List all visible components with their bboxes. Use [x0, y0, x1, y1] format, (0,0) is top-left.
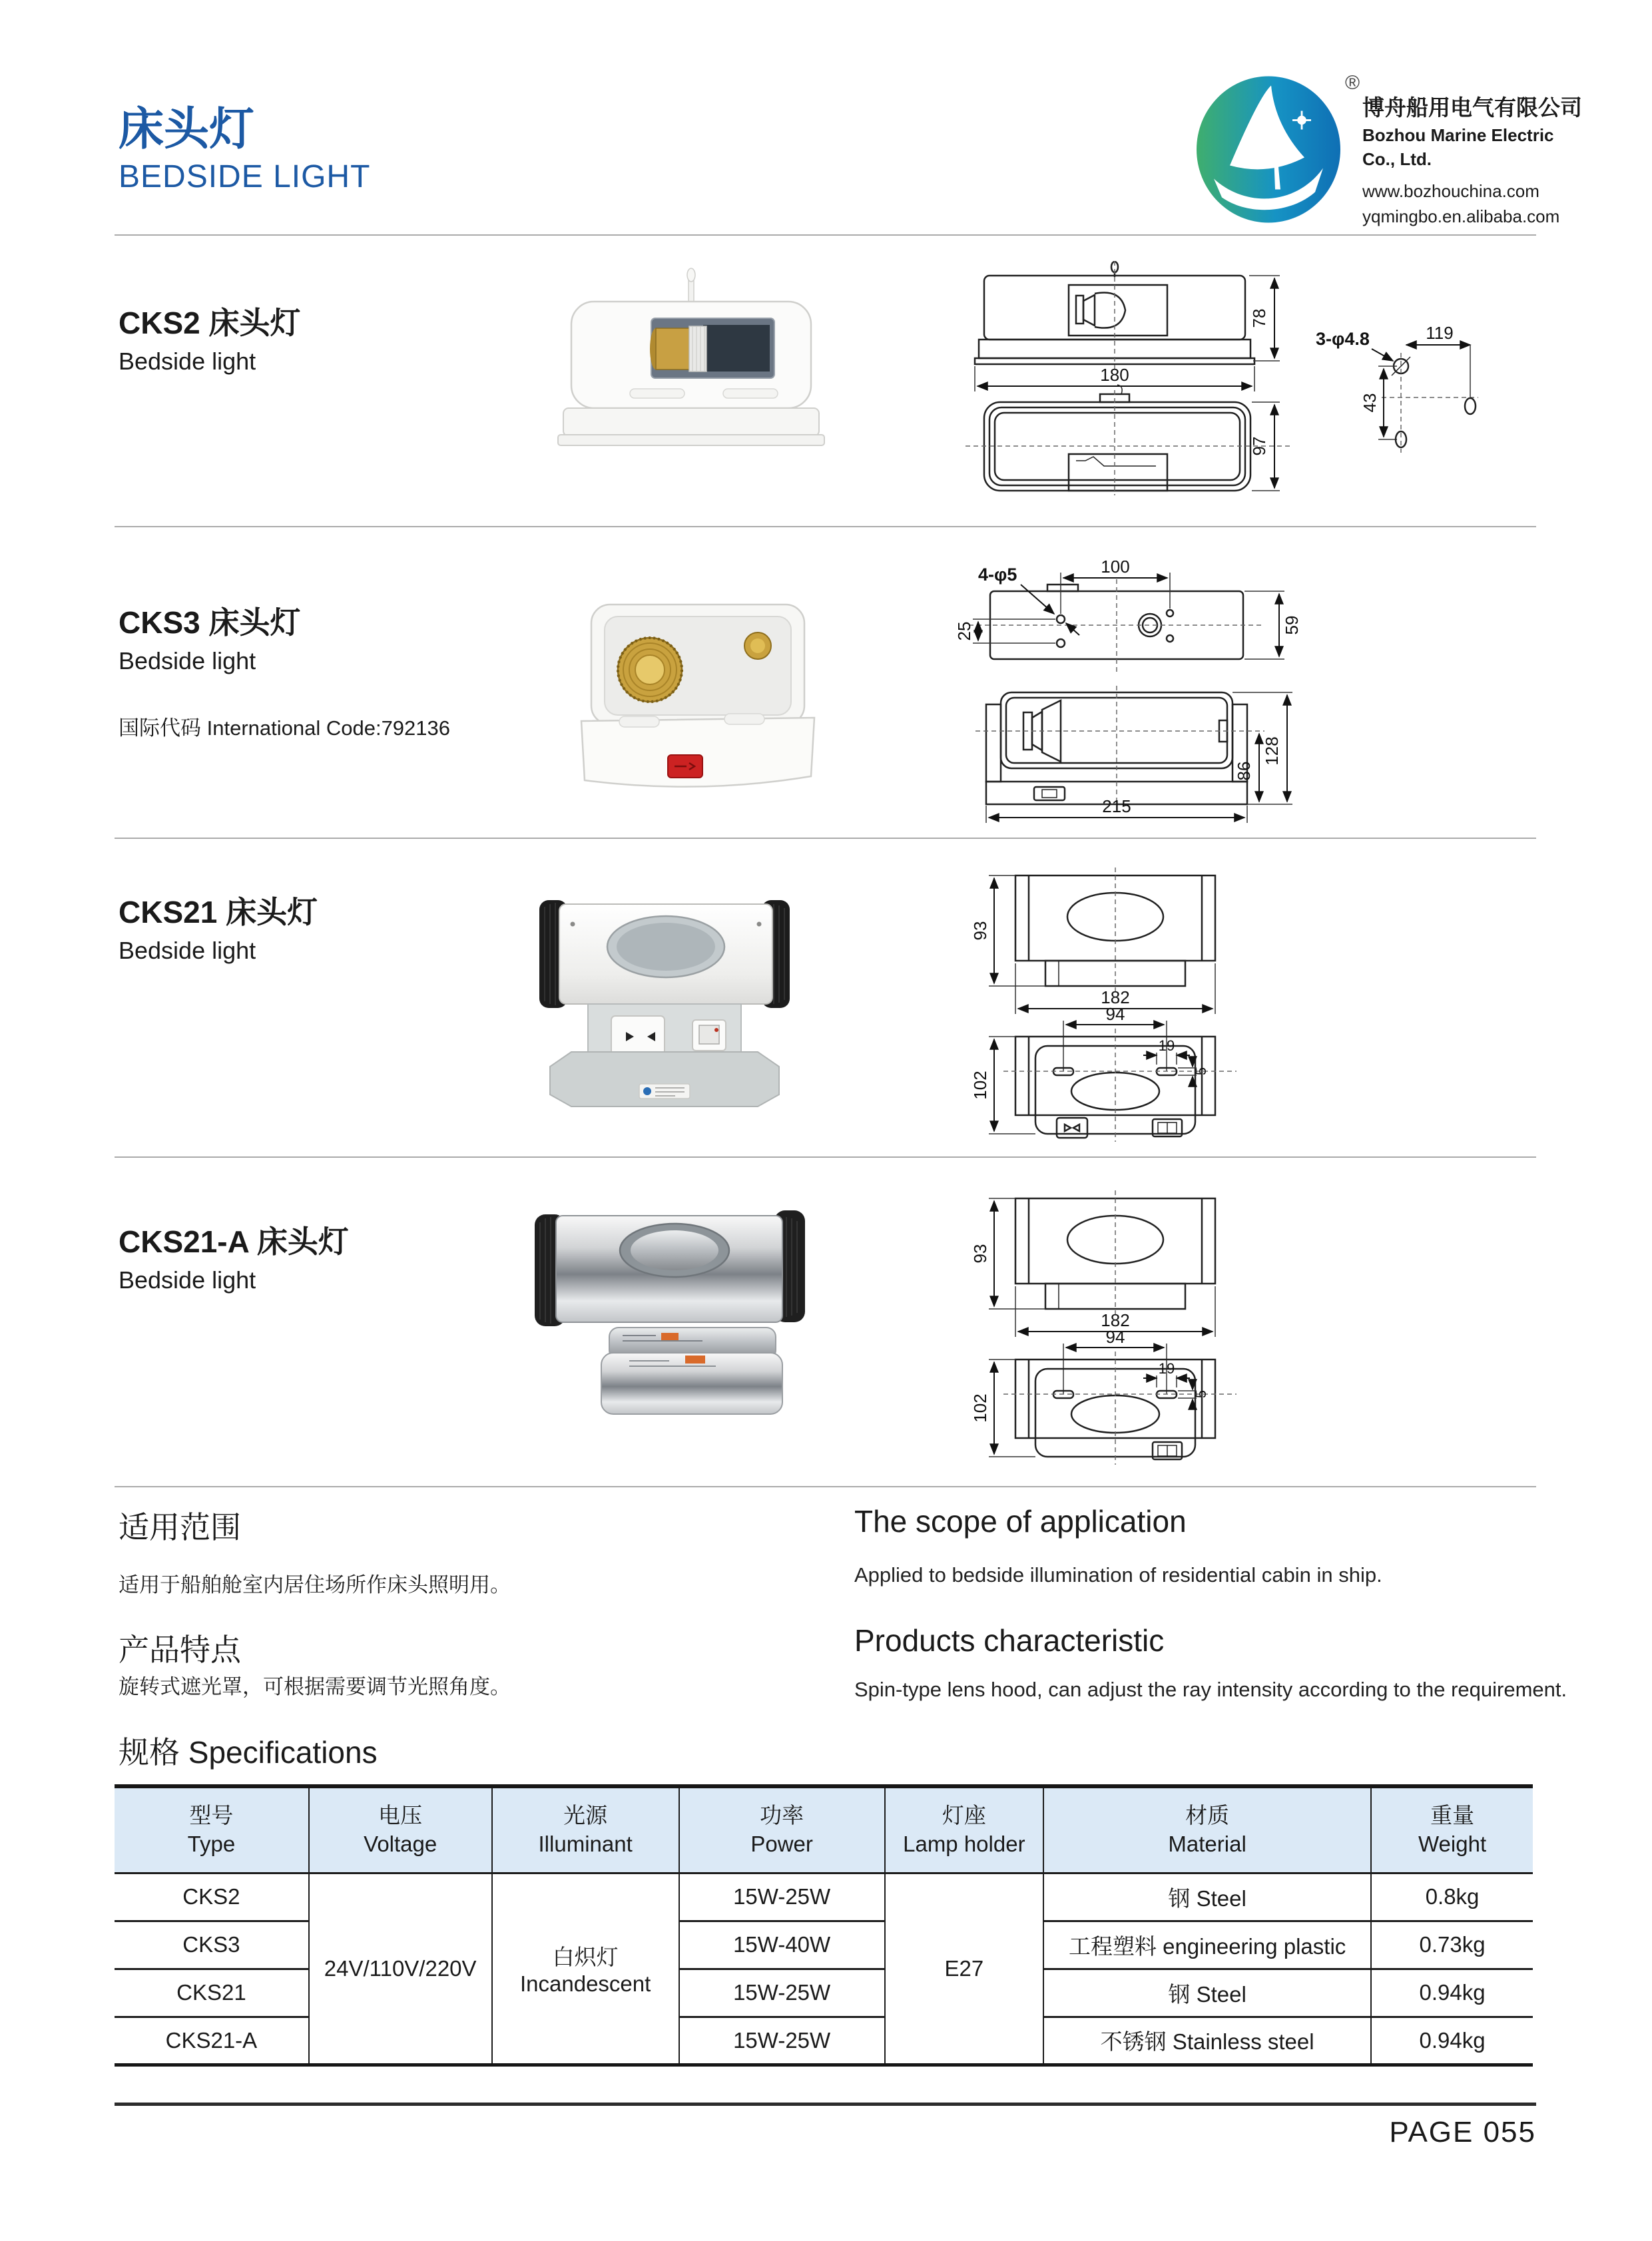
- section-divider: [115, 1156, 1536, 1158]
- dim-label: 94: [1105, 1004, 1125, 1024]
- col-header-en: Material: [1168, 1831, 1246, 1856]
- registered-trademark: ®: [1345, 72, 1360, 94]
- product-title: CKS3 床头灯: [119, 605, 301, 640]
- product-subtitle: Bedside light: [119, 347, 256, 375]
- product-cks2-heading: [119, 306, 300, 375]
- scope-body-cn: 适用于船舶舱室内居住场所作床头照明用。: [119, 1573, 511, 1597]
- section-divider: [115, 838, 1536, 839]
- cks2-product-photo: [551, 265, 831, 465]
- cell-lamp-holder-merged: E27: [885, 1873, 1044, 2065]
- dim-label: 128: [1262, 736, 1282, 766]
- scope-heading-cn: 适用范围: [119, 1510, 241, 1545]
- col-header-en: Power: [750, 1831, 813, 1856]
- illuminant-en: Incandescent: [519, 1971, 651, 1996]
- dim-label: 5: [1193, 1389, 1209, 1399]
- illuminant-cn: 白炽灯: [552, 1945, 619, 1969]
- dim-label: 93: [970, 921, 990, 941]
- cks2-technical-drawing: [946, 261, 1478, 497]
- col-header-cn: 电压: [378, 1802, 423, 1828]
- scope-heading-en: The scope of application: [854, 1504, 1187, 1539]
- dim-label: 100: [1101, 561, 1130, 577]
- cell-weight: 0.94kg: [1371, 1969, 1533, 2017]
- dim-label: 4-φ5: [978, 565, 1017, 585]
- table-header-row: [115, 1786, 1533, 1873]
- footer-divider: [115, 2103, 1536, 2106]
- cell-weight: 0.94kg: [1371, 2017, 1533, 2065]
- cell-type: CKS21: [115, 1969, 309, 2017]
- page-number: PAGE 055: [1389, 2116, 1536, 2148]
- col-header-cn: 重量: [1430, 1802, 1475, 1828]
- international-code: 国际代码 International Code:792136: [119, 716, 451, 740]
- cell-material: 不锈钢 Stainless steel: [1043, 2017, 1371, 2065]
- dim-label: 59: [1282, 615, 1302, 635]
- col-header-cn: 材质: [1185, 1802, 1230, 1828]
- col-header-cn: 功率: [760, 1802, 804, 1828]
- dim-label: 97: [1249, 436, 1269, 456]
- dim-label: 119: [1426, 323, 1454, 343]
- product-title: CKS21-A 床头灯: [119, 1224, 349, 1259]
- cell-power: 15W-40W: [679, 1921, 885, 1969]
- col-header-voltage: [309, 1786, 492, 1873]
- specifications-table: [115, 1784, 1533, 2067]
- dim-label: 94: [1105, 1327, 1125, 1347]
- product-title: CKS2 床头灯: [119, 306, 301, 340]
- cell-material: 钢 Steel: [1043, 1969, 1371, 2017]
- cell-power: 15W-25W: [679, 2017, 885, 2065]
- cell-type: CKS3: [115, 1921, 309, 1969]
- characteristic-body-cn: 旋转式遮光罩，可根据需要调节光照角度。: [119, 1675, 511, 1698]
- product-cks21-heading: [119, 895, 318, 965]
- company-logo-icon: [1195, 75, 1342, 224]
- col-header-en: Voltage: [364, 1831, 437, 1856]
- col-header-cn: 灯座: [942, 1802, 986, 1828]
- col-header-cn: 型号: [189, 1802, 234, 1828]
- cks21a-product-photo: [523, 1186, 816, 1439]
- product-cks3-heading: [119, 606, 300, 675]
- specifications-heading: 规格 Specifications: [119, 1735, 378, 1770]
- dim-label: 86: [1234, 761, 1254, 781]
- product-subtitle: Bedside light: [119, 1266, 256, 1294]
- dim-label: 19: [1158, 1360, 1175, 1377]
- dim-label: 5: [1193, 1067, 1209, 1076]
- company-name-en: Bozhou Marine Electric Co., Ltd.: [1362, 124, 1554, 169]
- cks21-product-photo: [525, 866, 804, 1132]
- company-info: [1362, 93, 1589, 230]
- col-header-type: [115, 1786, 309, 1873]
- characteristic-heading-cn: 产品特点: [119, 1632, 241, 1667]
- cell-illuminant-merged: [492, 1873, 679, 2065]
- col-header-weight: [1371, 1786, 1533, 1873]
- table-row: [115, 1873, 1533, 1921]
- cell-weight: 0.73kg: [1371, 1921, 1533, 1969]
- characteristic-heading-en: Products characteristic: [854, 1623, 1165, 1658]
- section-divider: [115, 234, 1536, 236]
- cell-voltage-merged: 24V/110V/220V: [309, 1873, 492, 2065]
- product-subtitle: Bedside light: [119, 646, 256, 674]
- section-divider: [115, 526, 1536, 527]
- col-header-en: Illuminant: [538, 1831, 633, 1856]
- col-header-en: Lamp holder: [903, 1831, 1025, 1856]
- scope-body-en: Applied to bedside illumination of residential cabin in ship.: [854, 1563, 1382, 1587]
- dim-label: 93: [970, 1244, 990, 1264]
- dim-label: 182: [1101, 1310, 1130, 1330]
- page-title-cn: 床头灯: [119, 104, 255, 154]
- dim-label: 102: [970, 1393, 990, 1423]
- company-name-cn: 博舟船用电气有限公司: [1362, 95, 1582, 120]
- col-header-en: Type: [187, 1831, 236, 1856]
- product-subtitle: Bedside light: [119, 936, 256, 964]
- col-header-power: [679, 1786, 885, 1873]
- cell-weight: 0.8kg: [1371, 1873, 1533, 1921]
- characteristic-body-en: Spin-type lens hood, can adjust the ray intensity according to the requirement.: [854, 1678, 1567, 1701]
- cell-power: 15W-25W: [679, 1969, 885, 2017]
- col-header-en: Weight: [1418, 1831, 1487, 1856]
- col-header-cn: 光源: [563, 1802, 608, 1828]
- dim-label: 102: [970, 1071, 990, 1100]
- col-header-material: [1043, 1786, 1371, 1873]
- cell-material: 钢 Steel: [1043, 1873, 1371, 1921]
- company-website: www.bozhouchina.com: [1362, 181, 1539, 202]
- company-alibaba: yqmingbo.en.alibaba.com: [1362, 206, 1560, 227]
- cks3-technical-drawing: [949, 561, 1322, 827]
- section-divider: [115, 1486, 1536, 1487]
- cell-power: 15W-25W: [679, 1873, 885, 1921]
- dim-label: 215: [1102, 796, 1131, 816]
- cks21-technical-drawing: [957, 857, 1243, 1143]
- cell-type: CKS21-A: [115, 2017, 309, 2065]
- product-title: CKS21 床头灯: [119, 895, 318, 929]
- col-header-lamp-holder: [885, 1786, 1044, 1873]
- dim-label: 180: [1100, 365, 1129, 385]
- page-title-en: BEDSIDE LIGHT: [119, 159, 371, 194]
- col-header-illuminant: [492, 1786, 679, 1873]
- product-cks21a-heading: [119, 1225, 349, 1294]
- dim-label: 43: [1360, 393, 1380, 413]
- dim-label: 25: [954, 621, 974, 641]
- page-title: [119, 104, 371, 194]
- cell-material: 工程塑料 engineering plastic: [1043, 1921, 1371, 1969]
- cell-type: CKS2: [115, 1873, 309, 1921]
- cks21a-technical-drawing: [957, 1180, 1243, 1466]
- dim-label: 3-φ4.8: [1316, 329, 1370, 349]
- dim-label: 78: [1249, 308, 1269, 328]
- dim-label: 182: [1101, 987, 1130, 1007]
- cks3-product-photo: [558, 578, 824, 798]
- dim-label: 19: [1158, 1037, 1175, 1054]
